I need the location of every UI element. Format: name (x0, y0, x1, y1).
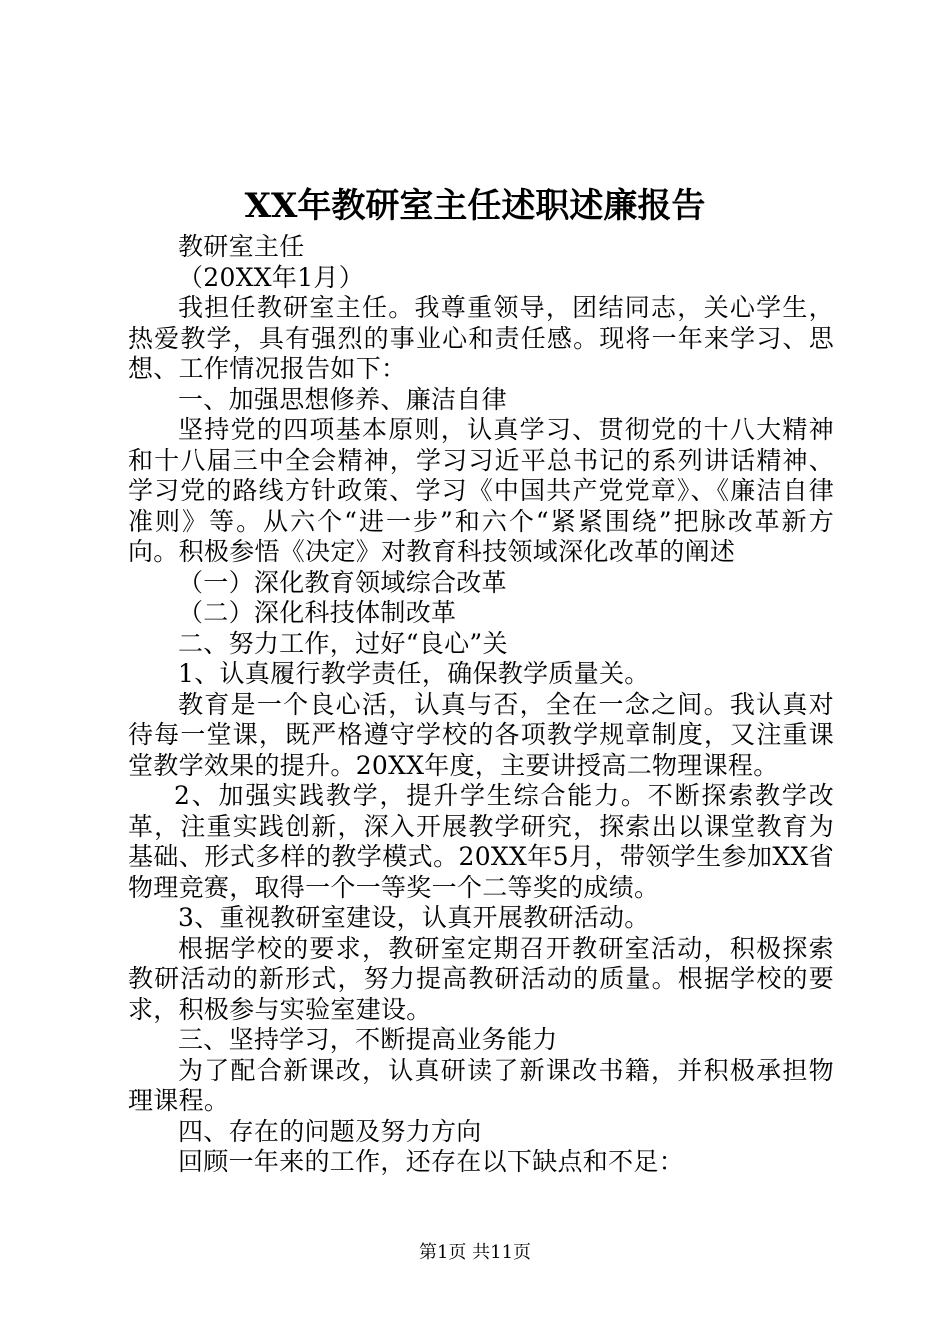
section-heading-1: 一、加强思想修养、廉洁自律 (178, 384, 507, 414)
section-heading-2: 二、努力工作，过好“良心”关 (178, 628, 508, 658)
section-heading-4: 四、存在的问题及努力方向 (178, 1116, 482, 1146)
author-line: 教研室主任 (178, 232, 305, 261)
date-line: （20XX年1月） (178, 262, 365, 292)
item-heading-1: 1、认真履行教学责任，确保教学质量关。 (178, 659, 650, 688)
section-heading-3: 三、坚持学习，不断提高业务能力 (178, 1025, 558, 1054)
page-footer: 第1页 共11页 (418, 1242, 532, 1263)
paragraph-1: 坚持党的四项基本原则，认真学习、贯彻党的十八大精神和十八届三中全会精神，学习习近平总书记的系列讲话精神、学习党的路线方针政策、学习《中国共产党党章》、《廉洁自律准则》等。从六个“进一步”和六个“紧紧围绕”把脉改革新方向。积极参悟《决定》对教育科技领域深化改革的阐述 (128, 415, 834, 566)
sub-heading-1: （一）深化教育领域综合改革 (178, 567, 507, 597)
paragraph-4: 为了配合新课改，认真研读了新课改书籍，并积极承担物理课程。 (128, 1055, 834, 1115)
intro-paragraph: 我担任教研室主任。我尊重领导，团结同志，关心学生，热爱教学，具有强烈的事业心和责任感。现将一年来学习、思想、工作情况报告如下： (128, 293, 834, 383)
paragraph-3: 根据学校的要求，教研室定期召开教研室活动，积极探索教研活动的新形式，努力提高教研活动的质量。根据学校的要求，积极参与实验室建设。 (128, 933, 834, 1024)
document-title: XX年教研室主任述职述廉报告 (244, 186, 706, 226)
sub-heading-2: （二）深化科技体制改革 (178, 598, 457, 627)
paragraph-2: 教育是一个良心活，认真与否，全在一念之间。我认真对待每一堂课，既严格遵守学校的各项教学规章制度，又注重课堂教学效果的提升。20XX年度，主要讲授高二物理课程。 (128, 689, 834, 780)
item-heading-3: 3、重视教研室建设，认真开展教研活动。 (178, 903, 650, 932)
document-body (128, 232, 834, 1178)
item-paragraph-2: 2、加强实践教学，提升学生综合能力。不断探索教学改革，注重实践创新，深入开展教学研究，探索出以课堂教育为基础、形式多样的教学模式。20XX年5月，带领学生参加XX省物理竞赛，取得一个一等奖一个二等奖的成绩。 (128, 781, 834, 902)
paragraph-5: 回顾一年来的工作，还存在以下缺点和不足： (178, 1147, 685, 1176)
